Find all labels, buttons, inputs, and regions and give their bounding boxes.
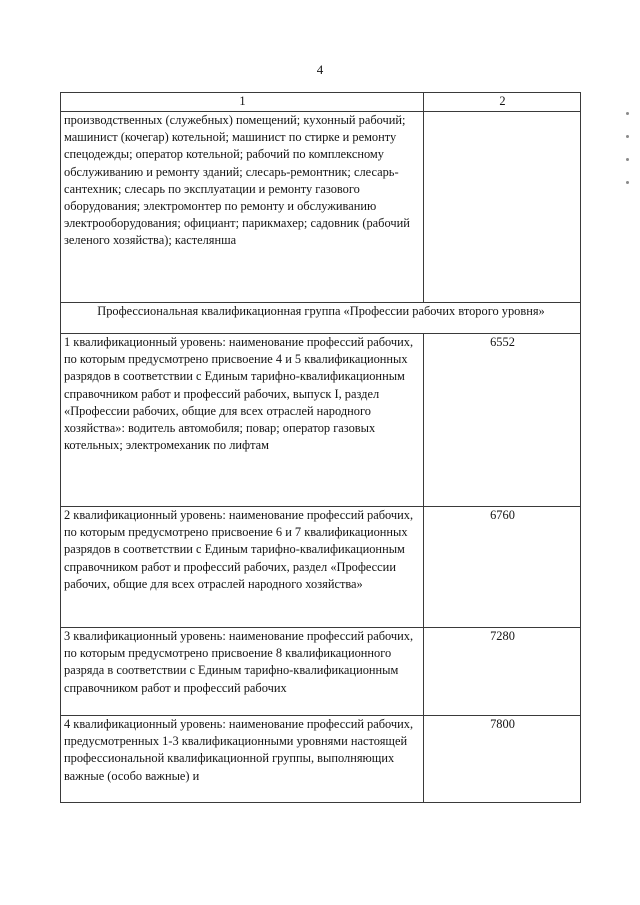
table-row [61,507,581,628]
column-header-1: 1 [61,93,424,112]
continuation-text-cell: производственных (служебных) помещений; кухонный рабочий; машинист (кочегар) котельной; машинист по стирке и ремонту спецодежды; оператор котельной; рабочий по комплексному обслуживанию и ремонту зданий; слесарь-ремонтник; слесарь-сантехник; слесарь по эксплуатации и ремонту газового оборудования; электромонтер по ремонту и обслуживанию электрооборудования; официант; парикмахер; садовник (рабочий зеленого хозяйства); кастелянша [61,112,424,303]
level-3-value: 7280 [424,628,581,716]
level-1-value: 6552 [424,334,581,507]
level-2-description: 2 квалификационный уровень: наименование профессий рабочих, по которым предусмотрено присвоение 6 и 7 квалификационных разрядов в соответствии с Единым тарифно-квалификационным справочником работ и профессий рабочих, раздел «Профессии рабочих, общие для всех отраслей народного хозяйства» [61,507,424,628]
scan-margin-marks [622,112,636,232]
table-row [61,628,581,716]
level-1-description: 1 квалификационный уровень: наименование профессий рабочих, по которым предусмотрено присвоение 4 и 5 квалификационных разрядов в соответствии с Единым тарифно-квалификационным справочником работ и профессий рабочих, выпуск I, раздел «Профессии рабочих, общие для всех отраслей народного хозяйства»: водитель автомобиля; повар; оператор газовых котельных; электромеханик по лифтам [61,334,424,507]
group-title-row [61,303,581,334]
salary-table [60,92,581,803]
continuation-value-cell [424,112,581,303]
level-3-description: 3 квалификационный уровень: наименование профессий рабочих, по которым предусмотрено присвоение 8 квалификационного разряда в соответствии с Единым тарифно-квалификационным справочником работ и профессий рабочих [61,628,424,716]
group-title-cell: Профессиональная квалификационная группа «Профессии рабочих второго уровня» [61,303,581,334]
level-4-value: 7800 [424,716,581,803]
level-2-value: 6760 [424,507,581,628]
level-4-description: 4 квалификационный уровень: наименование профессий рабочих, предусмотренных 1-3 квалификационными уровнями настоящей профессиональной квалификационной группы, выполняющих важные (особо важные) и [61,716,424,803]
table-row [61,334,581,507]
page-number: 4 [316,62,324,77]
table-header-row [61,93,581,112]
table-row-continuation [61,112,581,303]
column-header-2: 2 [424,93,581,112]
table-row [61,716,581,803]
